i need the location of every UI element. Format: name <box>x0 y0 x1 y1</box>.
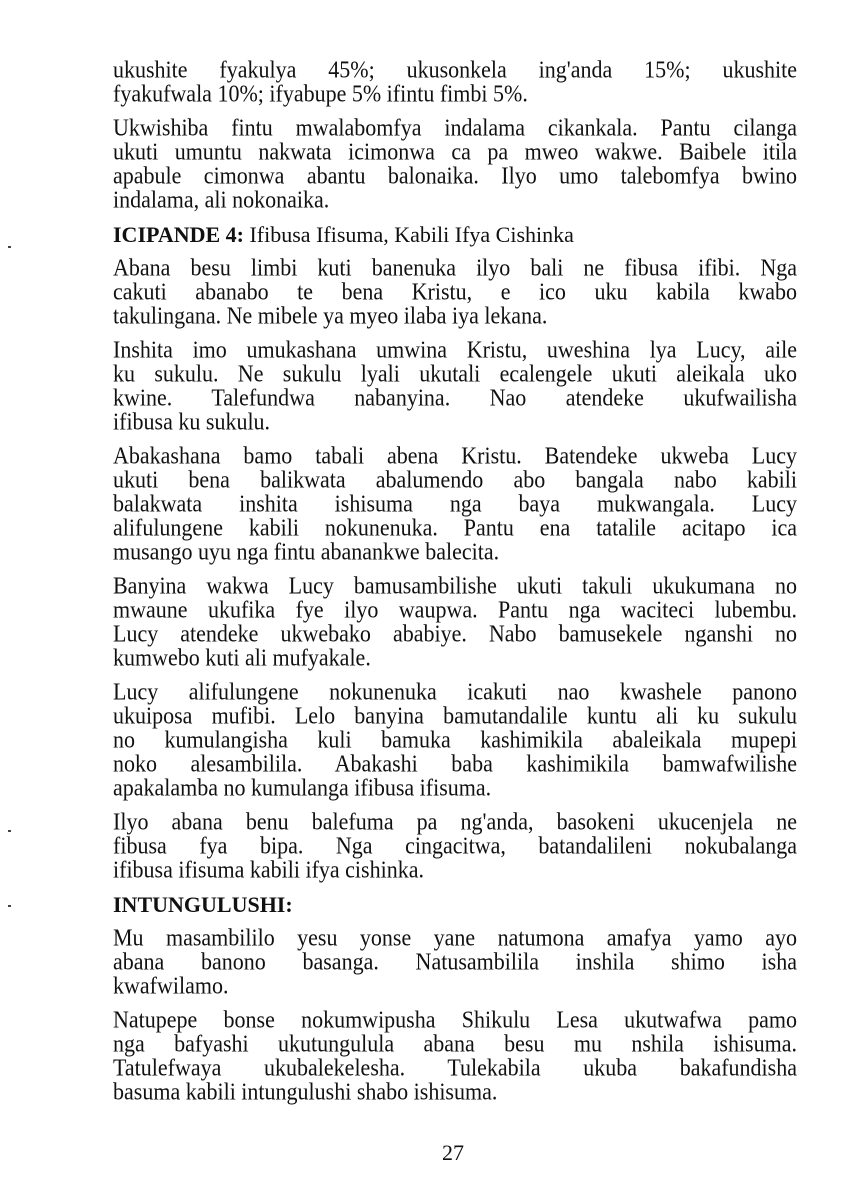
text-line: nga bafyashi ukutungulula abana besu mu nshila ishisuma. <box>113 1029 797 1057</box>
conclusion-heading-label: INTUNGULUSHI: <box>113 892 293 917</box>
conclusion-heading <box>113 892 797 918</box>
text-line: mwaune ukufika fye ilyo waupwa. Pantu nga waciteci lubembu. <box>113 595 797 623</box>
text-line: alifulungene kabili nokunenuka. Pantu ena tatalile acitapo ica <box>113 513 797 541</box>
text-line: ukuti umuntu nakwata icimonwa ca pa mweo wakwe. Baibele itila <box>113 137 797 165</box>
text-line: Mu masambililo yesu yonse yane natumona amafya yamo ayo <box>113 923 797 951</box>
text-line: ukushite fyakulya 45%; ukusonkela ing'anda 15%; ukushite <box>113 55 797 83</box>
section-heading-label: ICIPANDE 4: <box>113 222 244 247</box>
document-page <box>113 55 797 1114</box>
text-line: fibusa fya bipa. Nga cingacitwa, batandalileni nokubalanga <box>113 831 797 859</box>
text-line: abana banono basanga. Natusambilila inshila shimo isha <box>113 947 797 975</box>
paragraph <box>113 807 797 883</box>
paragraph <box>113 113 797 213</box>
text-line: Abakashana bamo tabali abena Kristu. Batendeke ukweba Lucy <box>113 441 797 469</box>
section-heading-title: Ifibusa Ifisuma, Kabili Ifya Cishinka <box>249 222 574 247</box>
text-line: Inshita imo umukashana umwina Kristu, uweshina lya Lucy, aile <box>113 335 797 363</box>
text-line: Lucy alifulungene nokunenuka icakuti nao kwashele panono <box>113 677 797 705</box>
text-line: kumwebo kuti ali mufyakale. <box>113 643 371 671</box>
paragraph <box>113 55 797 107</box>
scan-speck <box>8 830 11 832</box>
text-line: ifibusa ifisuma kabili ifya cishinka. <box>113 855 424 883</box>
text-line: balakwata inshita ishisuma nga baya mukwangala. Lucy <box>113 489 797 517</box>
text-line: takulingana. Ne mibele ya myeo ilaba iya lekana. <box>113 301 548 329</box>
paragraph <box>113 253 797 329</box>
text-line: ifibusa ku sukulu. <box>113 407 271 435</box>
text-line: kwafwilamo. <box>113 971 229 999</box>
text-line: Banyina wakwa Lucy bamusambilishe ukuti takuli ukukumana no <box>113 571 797 599</box>
text-line: apabule cimonwa abantu balonaika. Ilyo umo talebomfya bwino <box>113 161 797 189</box>
paragraph <box>113 335 797 435</box>
paragraph <box>113 1005 797 1105</box>
section-top <box>113 55 797 213</box>
text-line: kwine. Talefundwa nabanyina. Nao atendeke ukufwailisha <box>113 383 797 411</box>
text-line: noko alesambilila. Abakashi baba kashimikila bamwafwilishe <box>113 749 797 777</box>
text-line: ukuti bena balikwata abalumendo abo bangala nabo kabili <box>113 465 797 493</box>
text-line: Natupepe bonse nokumwipusha Shikulu Lesa ukutwafwa pamo <box>113 1005 797 1033</box>
text-line: Ukwishiba fintu mwalabomfya indalama cikankala. Pantu cilanga <box>113 113 797 141</box>
text-line: Abana besu limbi kuti banenuka ilyo bali ne fibusa ifibi. Nga <box>113 253 797 281</box>
paragraph <box>113 677 797 801</box>
text-line: cakuti abanabo te bena Kristu, e ico uku kabila kwabo <box>113 277 797 305</box>
section-end <box>113 923 797 1105</box>
text-line: musango uyu nga fintu abanankwe balecita. <box>113 537 500 565</box>
text-line: indalama, ali nokonaika. <box>113 185 330 213</box>
text-line: fyakufwala 10%; ifyabupe 5% ifintu fimbi 5%. <box>113 79 528 107</box>
paragraph <box>113 571 797 671</box>
text-line: Ilyo abana benu balefuma pa ng'anda, basokeni ukucenjela ne <box>113 807 797 835</box>
section-middle <box>113 253 797 883</box>
text-line: no kumulangisha kuli bamuka kashimikila abaleikala mupepi <box>113 725 797 753</box>
text-line: apakalamba no kumulanga ifibusa ifisuma. <box>113 773 492 801</box>
text-line: ku sukulu. Ne sukulu lyali ukutali ecalengele ukuti aleikala uko <box>113 359 797 387</box>
paragraph <box>113 441 797 565</box>
section-heading <box>113 222 797 248</box>
text-line: Tatulefwaya ukubalekelesha. Tulekabila ukuba bakafundisha <box>113 1053 797 1081</box>
text-line: basuma kabili intungulushi shabo ishisuma. <box>113 1077 498 1105</box>
scan-speck <box>8 905 11 907</box>
scan-speck <box>8 246 11 248</box>
page-number: 27 <box>442 1140 464 1165</box>
text-line: ukuiposa mufibi. Lelo banyina bamutandalile kuntu ali ku sukulu <box>113 701 797 729</box>
text-line: Lucy atendeke ukwebako ababiye. Nabo bamusekele nganshi no <box>113 619 797 647</box>
paragraph <box>113 923 797 999</box>
